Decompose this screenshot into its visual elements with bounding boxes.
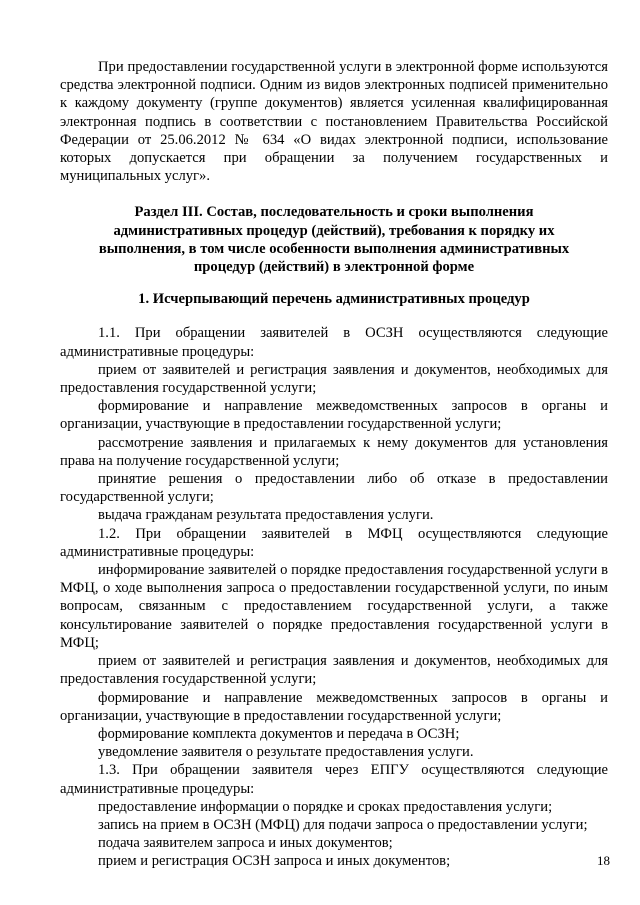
spacer (60, 185, 608, 203)
list-item: формирование комплекта документов и передача в ОСЗН; (98, 725, 460, 742)
list-item: рассмотрение заявления и прилагаемых к нему документов для установления права на получение государственной услуги; (60, 434, 608, 469)
spacer (60, 308, 608, 324)
paragraph-1-1: 1.1. При обращении заявителей в ОСЗН осуществляются следующие административные процедуры: (60, 325, 608, 360)
document-page (60, 58, 608, 871)
list-item: прием от заявителей и регистрация заявления и документов, необходимых для предоставления государственной услуги; (60, 653, 608, 688)
list-item: прием и регистрация ОСЗН запроса и иных документов; (98, 853, 451, 870)
section-title: Раздел III. Состав, последовательность и сроки выполнения административных процедур (действий), требования к порядку их выполнения, в том числе особенности выполнения административных процедур (действий) в электронной форме (98, 204, 570, 276)
intro-paragraph: При предоставлении государственной услуги в электронной форме используются средства электронной подписи. Одним из видов электронных подписей применительно к каждому документу (группе документов) является усиленная квалифицированная электронная подпись в соответствии с постановлением Правительства Российской Федерации от 25.06.2012 № 634 «О видах электронной подписи, использование которых допускается при обращении за получением государственных и муниципальных услуг». (60, 59, 608, 185)
list-item: прием от заявителей и регистрация заявления и документов, необходимых для предоставления государственной услуги; (60, 361, 608, 397)
list-item: информирование заявителей о порядке предоставления государственной услуги в МФЦ, о ходе выполнения запроса о предоставлении государственной услуги, по иным вопросам, связанным с предоставлением государственной услуги, а также консультирование заявителей о порядке предоставления государственной услуги в МФЦ; (60, 562, 608, 651)
list-item: предоставление информации о порядке и сроках предоставления услуги; (98, 798, 553, 815)
list-item: уведомление заявителя о результате предоставления услуги. (98, 744, 474, 761)
paragraph-1-3: 1.3. При обращении заявителя через ЕПГУ осуществляются следующие административные процедуры: (60, 762, 608, 797)
subsection-title: 1. Исчерпывающий перечень административных процедур (138, 291, 530, 308)
page-number: 18 (597, 853, 610, 868)
list-item: принятие решения о предоставлении либо об отказе в предоставлении государственной услуги; (60, 471, 608, 506)
list-item: формирование и направление межведомственных запросов в органы и организации, участвующие в предоставлении государственной услуги; (60, 689, 608, 724)
list-item: формирование и направление межведомственных запросов в органы и организации, участвующие в предоставлении государственной услуги; (60, 398, 608, 433)
list-item: подача заявителем запроса и иных документов; (98, 835, 393, 852)
spacer (60, 276, 608, 290)
paragraph-1-2: 1.2. При обращении заявителей в МФЦ осуществляются следующие административные процедуры: (60, 525, 608, 560)
list-item: выдача гражданам результата предоставления услуги. (98, 507, 434, 524)
list-item: запись на прием в ОСЗН (МФЦ) для подачи запроса о предоставлении услуги; (98, 816, 588, 833)
